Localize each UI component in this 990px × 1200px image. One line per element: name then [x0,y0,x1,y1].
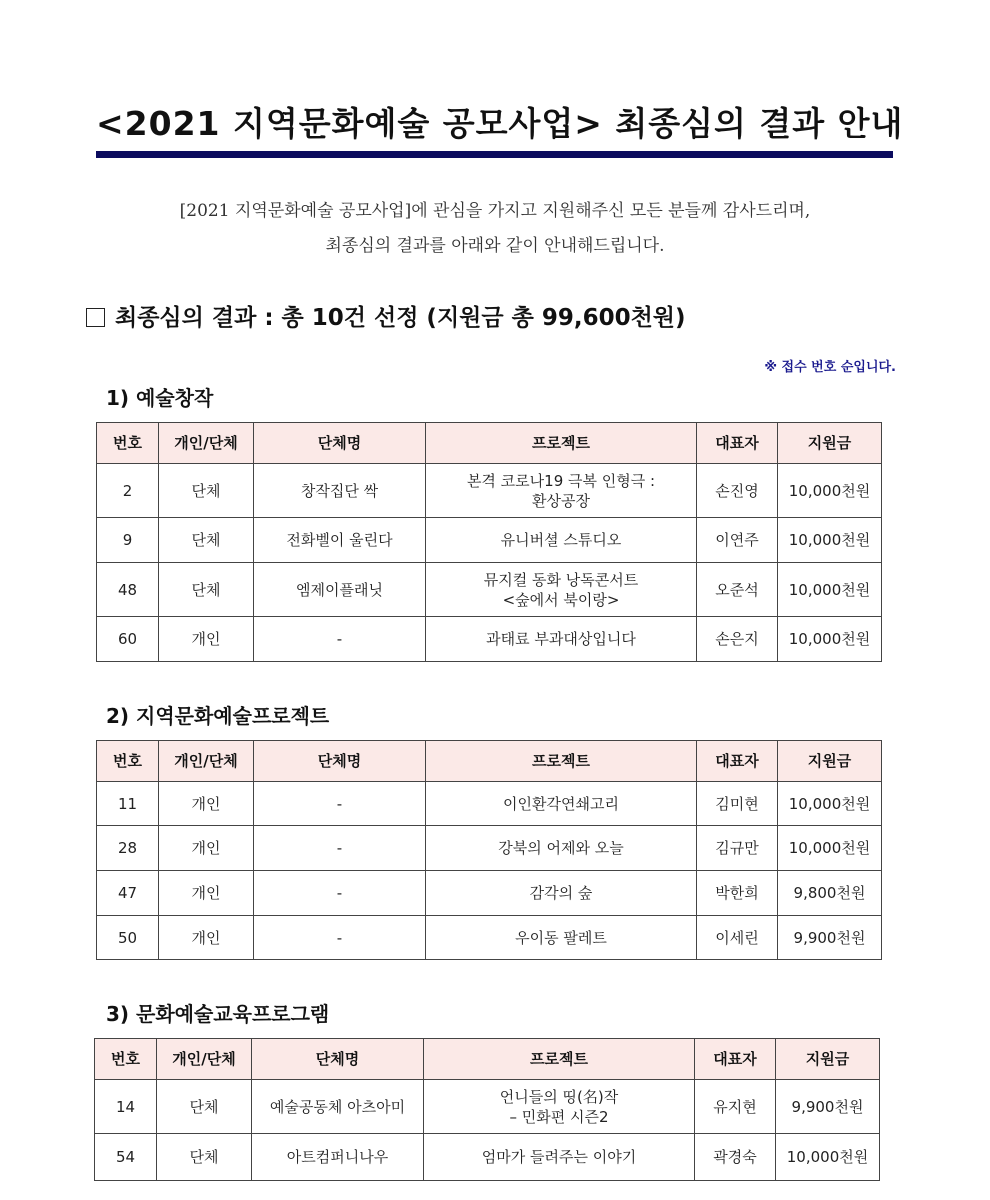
cell-type: 단체 [159,464,254,518]
table-header-row [97,423,882,464]
cell-amount: 9,900천원 [776,1080,880,1134]
cell-amount: 10,000천원 [778,782,882,826]
project-line: <숲에서 북이랑> [502,590,620,609]
project-line: 뮤지컬 동화 낭독콘서트 [483,570,639,589]
header-no: 번호 [95,1039,157,1080]
cell-rep: 박한희 [697,871,778,916]
project-line: 우이동 팔레트 [515,928,607,947]
cell-no: 48 [97,563,159,617]
section-title-1: 1) 예술창작 [106,386,214,410]
table-header-row [97,741,882,782]
table-row [97,464,882,518]
cell-no: 28 [97,826,159,871]
header-no: 번호 [97,741,159,782]
project-line: 과태료 부과대상입니다 [486,630,636,648]
cell-amount: 10,000천원 [778,518,882,563]
cell-no: 54 [95,1134,157,1181]
project-line: 언니들의 띵(名)작 [499,1087,619,1106]
cell-project [426,617,697,662]
header-no: 번호 [97,423,159,464]
project-line: 환상공장 [532,491,590,510]
cell-rep: 손은지 [697,617,778,662]
order-note: ※ 접수 번호 순입니다. [764,360,896,375]
cell-no: 60 [97,617,159,662]
cell-group: 아트컴퍼니나우 [252,1134,424,1181]
title-underline [96,151,893,158]
section-title-2: 2) 지역문화예술프로젝트 [106,704,330,728]
summary-heading [86,300,686,336]
cell-rep: 이연주 [697,518,778,563]
cell-type: 개인 [159,871,254,916]
project-line: 유니버셜 스튜디오 [500,531,622,549]
header-rep: 대표자 [695,1039,776,1080]
table-row [97,871,882,916]
header-amount: 지원금 [776,1039,880,1080]
project-line: 감각의 숲 [529,884,593,902]
cell-no: 47 [97,871,159,916]
project-line: 본격 코로나19 극복 인형극 : [466,471,656,490]
table-row [97,518,882,563]
table-row [95,1080,880,1134]
table-row [97,563,882,617]
cell-group: - [254,871,426,916]
cell-no: 50 [97,916,159,960]
header-amount: 지원금 [778,423,882,464]
cell-amount: 10,000천원 [778,464,882,518]
header-type: 개인/단체 [157,1039,252,1080]
cell-amount: 10,000천원 [778,826,882,871]
cell-type: 단체 [159,518,254,563]
cell-type: 단체 [157,1080,252,1134]
cell-no: 2 [97,464,159,518]
header-group: 단체명 [254,423,426,464]
cell-project [424,1134,695,1181]
cell-amount: 10,000천원 [776,1134,880,1181]
cell-group: - [254,617,426,662]
project-line: 이인환각연쇄고리 [503,794,619,813]
cell-amount: 10,000천원 [778,617,882,662]
cell-project [426,563,697,617]
project-line: 엄마가 들려주는 이야기 [481,1148,637,1166]
header-type: 개인/단체 [159,423,254,464]
header-type: 개인/단체 [159,741,254,782]
cell-no: 14 [95,1080,157,1134]
cell-project [424,1080,695,1134]
cell-group: 엠제이플래닛 [254,563,426,617]
cell-group: - [254,826,426,871]
summary-text: 최종심의 결과 : 총 10건 선정 (지원금 총 99,600천원) [115,305,686,331]
header-group: 단체명 [254,741,426,782]
cell-rep: 손진영 [697,464,778,518]
table-row [97,826,882,871]
table-row [97,916,882,960]
cell-group: 전화벨이 울린다 [254,518,426,563]
cell-rep: 김미현 [697,782,778,826]
header-rep: 대표자 [697,423,778,464]
header-group: 단체명 [252,1039,424,1080]
cell-group: 창작집단 싹 [254,464,426,518]
cell-group: - [254,916,426,960]
cell-rep: 유지현 [695,1080,776,1134]
table-header-row [95,1039,880,1080]
project-line: – 민화편 시즌2 [509,1107,609,1126]
header-project: 프로젝트 [426,423,697,464]
cell-group: 예술공동체 아츠아미 [252,1080,424,1134]
intro-line-1: [2021 지역문화예술 공모사업]에 관심을 가지고 지원해주신 모든 분들께 감사드리며, [179,201,811,221]
section-title-3: 3) 문화예술교육프로그램 [106,1002,330,1026]
checkbox-square-icon [86,308,105,327]
cell-type: 단체 [157,1134,252,1181]
cell-project [426,826,697,871]
cell-rep: 곽경숙 [695,1134,776,1181]
cell-type: 개인 [159,826,254,871]
intro-line-2: 최종심의 결과를 아래와 같이 안내해드립니다. [325,236,665,256]
header-amount: 지원금 [778,741,882,782]
cell-type: 개인 [159,782,254,826]
results-table-arts-education [94,1038,880,1181]
cell-project [426,782,697,826]
results-table-regional-project [96,740,882,960]
cell-rep: 이세린 [697,916,778,960]
cell-amount: 10,000천원 [778,563,882,617]
cell-group: - [254,782,426,826]
cell-no: 11 [97,782,159,826]
cell-type: 단체 [159,563,254,617]
cell-amount: 9,900천원 [778,916,882,960]
cell-project [426,916,697,960]
cell-amount: 9,800천원 [778,871,882,916]
cell-type: 개인 [159,916,254,960]
page-title: <2021 지역문화예술 공모사업> 최종심의 결과 안내 [96,104,904,143]
cell-project [426,464,697,518]
header-project: 프로젝트 [424,1039,695,1080]
cell-rep: 김규만 [697,826,778,871]
table-row [97,782,882,826]
table-row [95,1134,880,1181]
results-table-art-creation [96,422,882,662]
cell-project [426,518,697,563]
header-rep: 대표자 [697,741,778,782]
cell-rep: 오준석 [697,563,778,617]
cell-no: 9 [97,518,159,563]
cell-type: 개인 [159,617,254,662]
cell-project [426,871,697,916]
header-project: 프로젝트 [426,741,697,782]
table-row [97,617,882,662]
project-line: 강북의 어제와 오늘 [498,839,624,857]
